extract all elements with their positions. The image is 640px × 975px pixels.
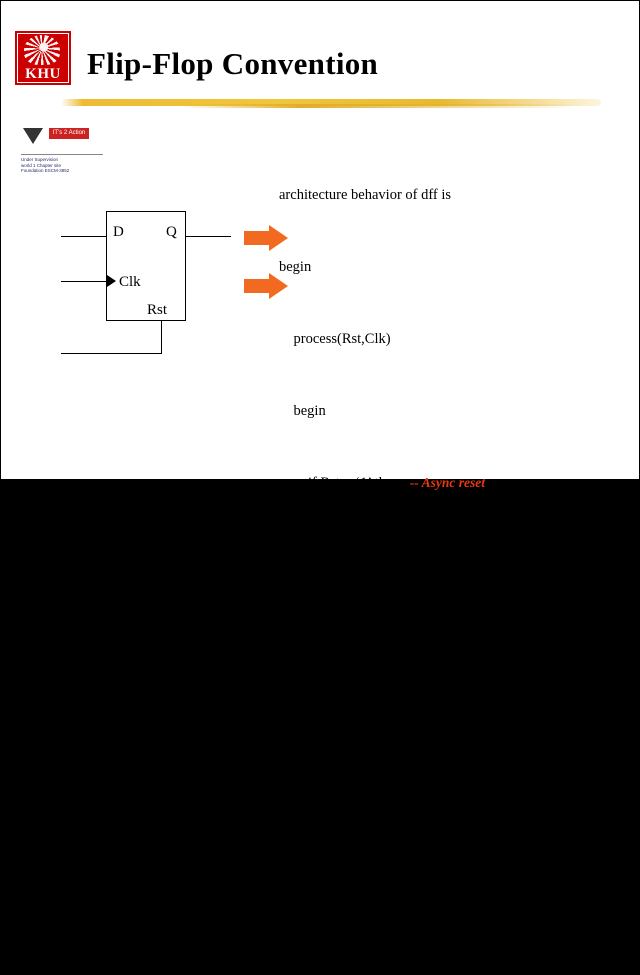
pin-label-clk: Clk xyxy=(119,274,141,290)
q-output-wire xyxy=(186,236,231,237)
clock-edge-triangle-icon xyxy=(107,275,116,287)
pin-label-q: Q xyxy=(166,224,177,240)
code-line: process(Rst,Clk) xyxy=(279,331,391,347)
arrow-shaft xyxy=(244,279,270,293)
code-line: elsif (Clk = ‘1’ and Clk’event) then xyxy=(279,619,513,635)
code-line-if-reset xyxy=(279,471,629,495)
arrow-shaft xyxy=(244,231,270,245)
pin-label-rst: Rst xyxy=(147,302,168,318)
logo-badge xyxy=(49,128,89,139)
logo-swirl-icon xyxy=(24,35,60,65)
logo-caption xyxy=(21,157,103,174)
page-title: Flip-Flop Convention xyxy=(87,46,379,81)
rst-wire-horizontal xyxy=(61,353,161,354)
triangle-icon xyxy=(21,126,47,152)
code-line: end if; xyxy=(279,763,346,779)
khu-logo xyxy=(15,31,71,85)
pin-label-d: D xyxy=(113,224,124,240)
flip-flop-diagram xyxy=(41,196,241,366)
code-comment-async-reset: -- Async reset xyxy=(399,475,486,490)
logo-caption-line-2: world 1 Chapter site xyxy=(21,162,62,168)
secondary-logo xyxy=(21,126,103,174)
code-line: begin xyxy=(279,259,312,275)
logo-caption-line-1: Under Supervision xyxy=(21,157,59,162)
logo-divider xyxy=(21,154,103,155)
code-line: Q <= (others=>’0’); xyxy=(279,547,439,563)
code-line: Q <= D; xyxy=(279,691,372,707)
brush-stroke-secondary xyxy=(181,104,581,108)
logo-text: KHU xyxy=(25,66,61,82)
triangle-shape xyxy=(23,128,43,144)
title-underline-brush xyxy=(61,97,601,109)
code-line: begin xyxy=(279,403,326,419)
code-line: end behavior; xyxy=(279,907,359,923)
rst-wire-vertical xyxy=(161,321,162,354)
code-line: end process; xyxy=(279,835,366,851)
code-text: if Rst = ‘1’ then xyxy=(279,475,400,491)
d-input-wire xyxy=(61,236,106,237)
clk-input-wire xyxy=(61,281,106,282)
logo-badge-text: IT's 2 Action xyxy=(52,130,86,136)
logo-caption-line-3: Foundation ESCM-3852 xyxy=(21,168,70,173)
code-line: architecture behavior of dff is xyxy=(279,187,452,203)
vhdl-code-block xyxy=(279,135,629,975)
